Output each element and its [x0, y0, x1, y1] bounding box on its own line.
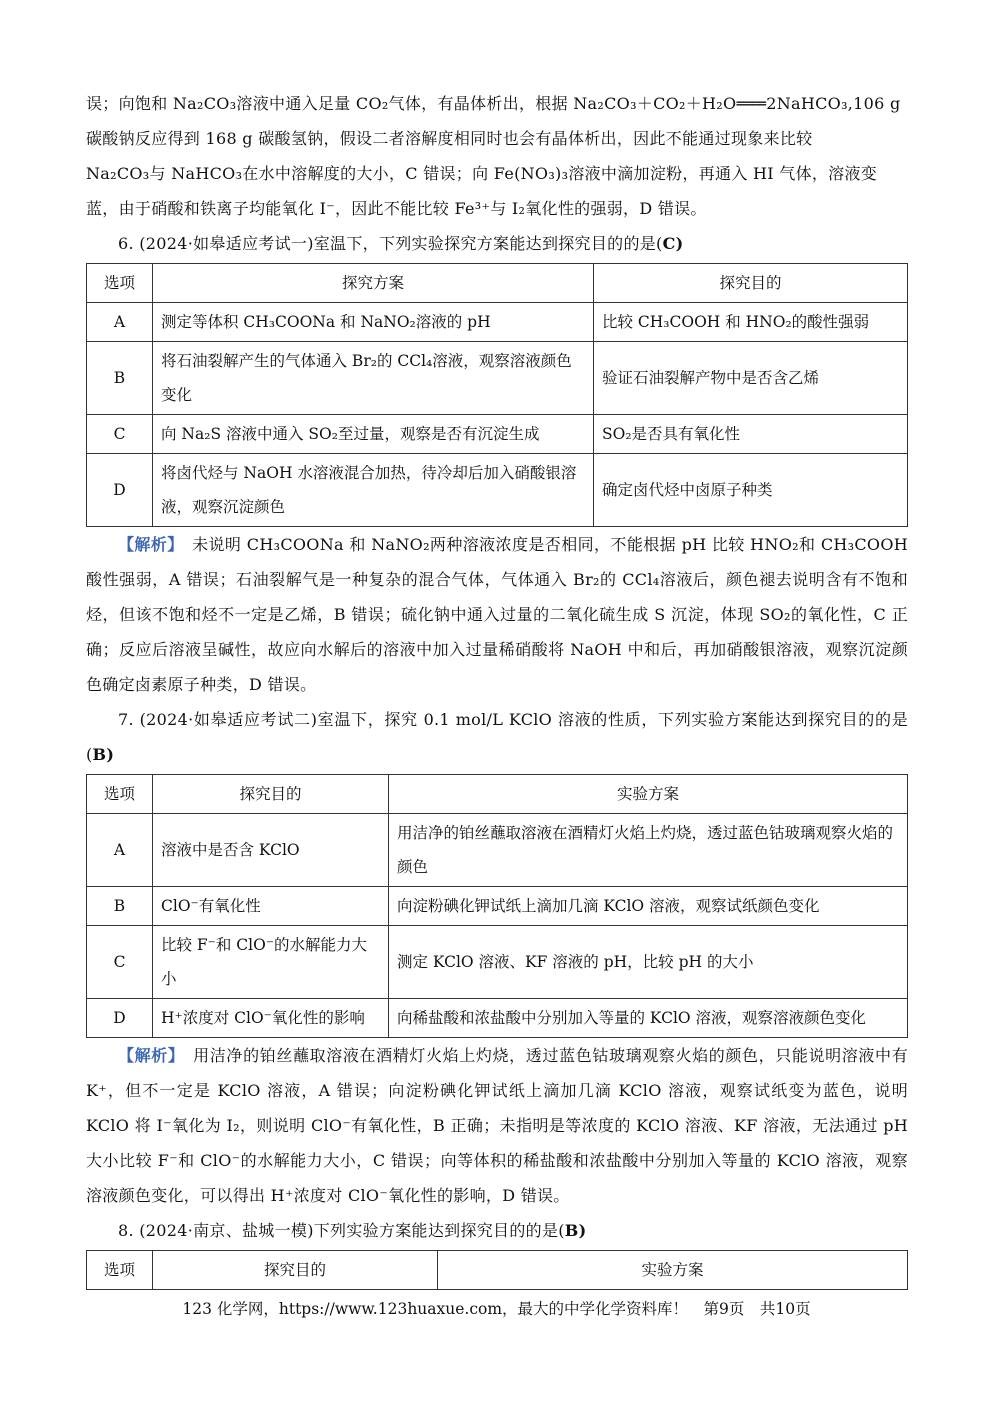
intro-paragraph [86, 86, 908, 226]
document-page [86, 86, 908, 1290]
option-cell: B [87, 887, 153, 926]
table-header-row [87, 264, 908, 303]
table-row [87, 454, 908, 527]
answer-letter: B [564, 1221, 579, 1240]
option-cell: D [87, 454, 153, 527]
question-8-table [86, 1250, 908, 1290]
purpose-cell: 比较 CH₃COOH 和 HNO₂的酸性强弱 [594, 303, 908, 342]
question-6-analysis [86, 527, 908, 702]
table-row [87, 926, 908, 999]
option-cell: C [87, 415, 153, 454]
header-cell-option: 选项 [87, 1251, 153, 1290]
header-cell-plan: 实验方案 [389, 775, 908, 814]
plan-cell: 用洁净的铂丝蘸取溶液在酒精灯火焰上灼烧，透过蓝色钴玻璃观察火焰的颜色 [389, 814, 908, 887]
table-row [87, 999, 908, 1038]
header-cell-plan: 探究方案 [153, 264, 594, 303]
header-cell-purpose: 探究目的 [594, 264, 908, 303]
text-line: 蓝，由于硝酸和铁离子均能氧化 I⁻，因此不能比较 Fe³⁺与 I₂氧化性的强弱，D 错误。 [86, 199, 707, 218]
table-row [87, 814, 908, 887]
purpose-cell: SO₂是否具有氧化性 [594, 415, 908, 454]
page-footer: 123 化学网，https://www.123huaxue.com，最大的中学化学资料库！ 第9页 共10页 [182, 1300, 811, 1318]
purpose-cell: 比较 F⁻和 ClO⁻的水解能力大小 [153, 926, 389, 999]
text-line: 碳酸钠反应得到 168 g 碳酸氢钠，假设二者溶解度相同时也会有晶体析出，因此不能通过现象来比较 [86, 129, 813, 148]
plan-cell: 测定等体积 CH₃COONa 和 NaNO₂溶液的 pH [153, 303, 594, 342]
analysis-text: 未说明 CH₃COONa 和 NaNO₂两种溶液浓度是否相同，不能根据 pH 比较 HNO₂和 CH₃COOH 酸性强弱，A 错误；石油裂解气是一种复杂的混合气体，气体通入 Br₂的 CCl₄溶液后，颜色褪去说明含有不饱和烃，但该不饱和烃不一定是乙烯，B 错误；硫化钠中通入过量的二氧化硫生成 S 沉淀，体现 SO₂的氧化性，C 正确；反应后溶液呈碱性，故应向水解后的溶液中加入过量稀硝酸将 NaOH 中和后，再加硝酸银溶液，观察沉淀颜色确定卤素原子种类，D 错误。 [86, 535, 909, 694]
question-7-table [86, 774, 908, 1038]
plan-cell: 将石油裂解产生的气体通入 Br₂的 CCl₄溶液，观察溶液颜色变化 [153, 342, 594, 415]
purpose-cell: ClO⁻有氧化性 [153, 887, 389, 926]
question-7-analysis [86, 1038, 908, 1213]
table-row [87, 303, 908, 342]
plan-cell: 向 Na₂S 溶液中通入 SO₂至过量，观察是否有沉淀生成 [153, 415, 594, 454]
header-cell-purpose: 探究目的 [153, 775, 389, 814]
plan-cell: 向淀粉碘化钾试纸上滴加几滴 KClO 溶液，观察试纸颜色变化 [389, 887, 908, 926]
answer-letter: C [662, 234, 676, 253]
table-header-row [87, 1251, 908, 1290]
question-stem-text: 6. (2024·如皋适应考试一)室温下，下列实验探究方案能达到探究目的的是( [118, 234, 663, 253]
table-row [87, 887, 908, 926]
option-cell: B [87, 342, 153, 415]
question-stem-text: 7. (2024·如皋适应考试二)室温下，探究 0.1 mol/L KClO 溶液的性质，下列实验方案能达到探究目的的是( [86, 710, 908, 764]
question-6-stem [86, 226, 908, 261]
plan-cell: 测定 KClO 溶液、KF 溶液的 pH，比较 pH 的大小 [389, 926, 908, 999]
table-row [87, 342, 908, 415]
option-cell: A [87, 303, 153, 342]
stem-end: ) [675, 234, 684, 253]
purpose-cell: 确定卤代烃中卤原子种类 [594, 454, 908, 527]
table-row [87, 415, 908, 454]
question-stem-text: 8. (2024·南京、盐城一模)下列实验方案能达到探究目的的是( [118, 1221, 565, 1240]
option-cell: D [87, 999, 153, 1038]
purpose-cell: 验证石油裂解产物中是否含乙烯 [594, 342, 908, 415]
purpose-cell: 溶液中是否含 KClO [153, 814, 389, 887]
header-cell-option: 选项 [87, 264, 153, 303]
stem-end: ) [578, 1221, 587, 1240]
question-6-table [86, 263, 908, 527]
option-cell: C [87, 926, 153, 999]
analysis-text: 用洁净的铂丝蘸取溶液在酒精灯火焰上灼烧，透过蓝色钴玻璃观察火焰的颜色，只能说明溶液中有 K⁺，但不一定是 KClO 溶液，A 错误；向淀粉碘化钾试纸上滴加几滴 KClO 溶液，观察试纸变为蓝色，说明 KClO 将 I⁻氧化为 I₂，则说明 ClO⁻有氧化性，B 正确；未指明是等浓度的 KClO 溶液、KF 溶液，无法通过 pH 大小比较 F⁻和 ClO⁻的水解能力大小，C 错误；向等体积的稀盐酸和浓盐酸中分别加入等量的 KClO 溶液，观察溶液颜色变化，可以得出 H⁺浓度对 ClO⁻氧化性的影响，D 错误。 [86, 1046, 908, 1205]
purpose-cell: H⁺浓度对 ClO⁻氧化性的影响 [153, 999, 389, 1038]
plan-cell: 将卤代烃与 NaOH 水溶液混合加热，待冷却后加入硝酸银溶液，观察沉淀颜色 [153, 454, 594, 527]
table-header-row [87, 775, 908, 814]
question-7-stem [86, 702, 908, 772]
analysis-label: 【解析】 [118, 535, 176, 554]
plan-cell: 向稀盐酸和浓盐酸中分别加入等量的 KClO 溶液，观察溶液颜色变化 [389, 999, 908, 1038]
option-cell: A [87, 814, 153, 887]
stem-end: ) [106, 745, 115, 764]
answer-letter: B [92, 745, 107, 764]
header-cell-option: 选项 [87, 775, 153, 814]
header-cell-purpose: 探究目的 [153, 1251, 438, 1290]
analysis-label: 【解析】 [118, 1046, 177, 1065]
question-8-stem [86, 1213, 908, 1248]
header-cell-plan: 实验方案 [438, 1251, 908, 1290]
text-line: Na₂CO₃与 NaHCO₃在水中溶解度的大小，C 错误；向 Fe(NO₃)₃溶液中滴加淀粉，再通入 HI 气体，溶液变 [86, 164, 878, 183]
text-line: 误；向饱和 Na₂CO₃溶液中通入足量 CO₂气体，有晶体析出，根据 Na₂CO₃＋CO₂＋H₂O═══2NaHCO₃,106 g [86, 94, 901, 113]
